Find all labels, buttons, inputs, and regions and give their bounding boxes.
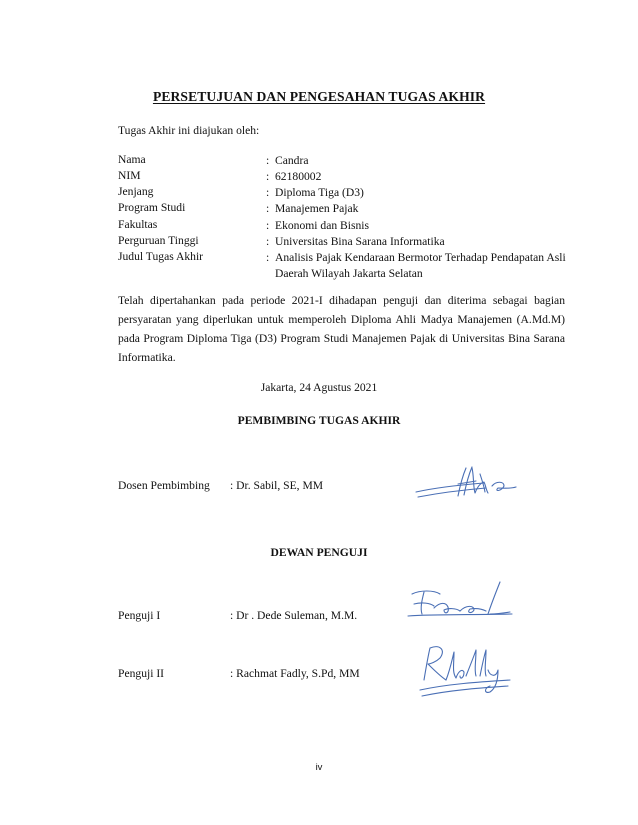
page-number: iv — [315, 762, 323, 773]
identity-row-nim — [118, 169, 568, 186]
identity-value — [266, 234, 568, 250]
identity-value-text: Candra — [275, 154, 309, 167]
identity-value-text: Manajemen Pajak — [275, 202, 359, 215]
colon: : — [266, 219, 270, 232]
colon: : — [266, 251, 270, 264]
identity-value — [266, 169, 568, 185]
advisor-name: : Dr. Sabil, SE, MM — [230, 479, 324, 492]
identity-row-faculty — [118, 218, 568, 235]
colon: : — [266, 186, 270, 199]
examiner-1-signature — [404, 578, 516, 622]
advisor-signature — [414, 462, 522, 504]
identity-label: NIM — [118, 169, 141, 182]
examiner-label: Penguji I — [118, 609, 161, 622]
document-title: PERSETUJUAN DAN PENGESAHAN TUGAS AKHIR — [152, 89, 486, 104]
advisor-heading: PEMBIMBING TUGAS AKHIR — [237, 414, 401, 427]
colon: : — [266, 170, 270, 183]
examiner-2-signature — [418, 640, 514, 700]
identity-row-program — [118, 201, 568, 218]
colon: : — [266, 202, 270, 215]
identity-value-text: Analisis Pajak Kendaraan Bermotor Terhadap Pendapatan Asli Daerah Wilayah Jakarta Selatan — [275, 251, 566, 280]
identity-value — [266, 201, 568, 217]
identity-value-text: Universitas Bina Sarana Informatika — [275, 235, 445, 248]
identity-row-thesis-title — [118, 250, 568, 284]
identity-label: Perguruan Tinggi — [118, 234, 199, 247]
identity-value — [266, 218, 568, 234]
examiner-name: : Rachmat Fadly, S.Pd, MM — [230, 667, 360, 680]
identity-row-university — [118, 234, 568, 251]
examiner-label: Penguji II — [118, 667, 165, 680]
approval-paragraph: Telah dipertahankan pada periode 2021-I dihadapan penguji dan diterima sebagai bagian persyaratan yang diperlukan untuk memperoleh Diploma Ahli Madya Manajemen (A.Md.M) pada Program Diploma Tiga (D3) Program Studi Manajemen Pajak di Universitas Bina Sarana Informatika. — [118, 294, 565, 364]
place-date: Jakarta, 24 Agustus 2021 — [260, 381, 378, 394]
colon: : — [266, 154, 270, 167]
identity-label: Fakultas — [118, 218, 158, 231]
identity-label: Nama — [118, 153, 146, 166]
identity-label: Jenjang — [118, 185, 154, 198]
intro-text: Tugas Akhir ini diajukan oleh: — [118, 124, 260, 137]
identity-value — [266, 185, 568, 201]
identity-value-text: Diploma Tiga (D3) — [275, 186, 364, 199]
identity-label: Program Studi — [118, 201, 186, 214]
board-heading: DEWAN PENGUJI — [270, 546, 368, 559]
examiner-name: : Dr . Dede Suleman, M.M. — [230, 609, 358, 622]
identity-value — [266, 153, 568, 169]
identity-row-name — [118, 153, 568, 170]
identity-row-level — [118, 185, 568, 202]
identity-value — [266, 250, 566, 282]
colon: : — [266, 235, 270, 248]
advisor-label: Dosen Pembimbing — [118, 479, 210, 492]
identity-value-text: 62180002 — [275, 170, 322, 183]
identity-value-text: Ekonomi dan Bisnis — [275, 219, 370, 232]
identity-label: Judul Tugas Akhir — [118, 250, 204, 263]
